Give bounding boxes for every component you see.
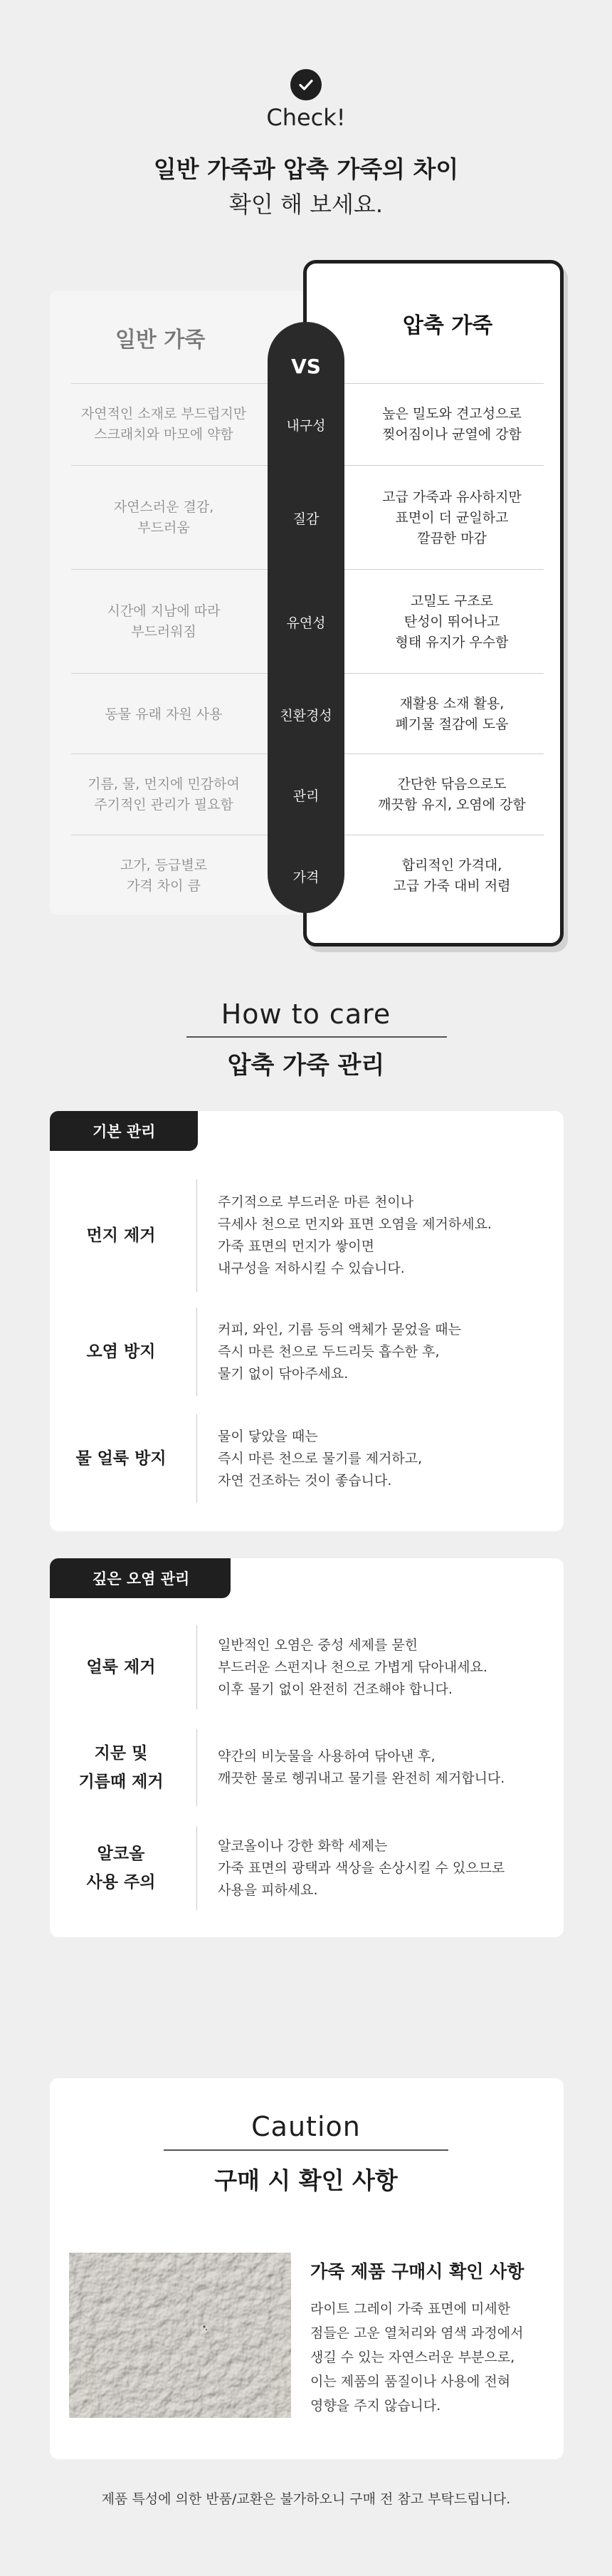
regular-leather-value: 자연스러운 결감, 부드러움 — [113, 499, 214, 536]
regular-leather-value: 동물 유래 자원 사용 — [105, 706, 223, 722]
care-item — [50, 1822, 564, 1914]
care-item-divider — [196, 1826, 197, 1910]
row-divider — [344, 465, 544, 466]
vs-label: VS — [291, 355, 321, 378]
criterion-label: 친환경성 — [280, 707, 332, 724]
care-divider — [186, 1036, 447, 1038]
row-divider — [344, 569, 544, 570]
check-heading: Check! — [266, 104, 346, 131]
caution-description: 라이트 그레이 가죽 표면에 미세한 점들은 고운 열처리와 염색 과정에서 생길 수 있는 자연스러운 부분으로, 이는 제품의 품질이나 사용에 전혀 영향을 주지 않습니다. — [310, 2301, 524, 2414]
row-divider — [71, 569, 268, 570]
basic-care-panel — [50, 1111, 564, 1531]
criterion-label: 질감 — [292, 511, 320, 527]
care-item-label: 지문 및 기름때 제거 — [78, 1744, 164, 1791]
row-divider — [71, 753, 268, 754]
comparison-row — [50, 756, 564, 834]
care-item — [50, 1303, 564, 1400]
caution-divider — [164, 2149, 448, 2151]
basic-care-tab: 기본 관리 — [50, 1111, 198, 1151]
compressed-leather-value: 재활용 소재 활용, 폐기물 절감에 도움 — [395, 696, 509, 732]
caution-title: 구매 시 확인 사항 — [214, 2166, 398, 2194]
compressed-leather-value: 고밀도 구조로 탄성이 뛰어나고 형태 유지가 우수함 — [395, 593, 509, 650]
care-eyebrow: How to care — [221, 998, 391, 1030]
care-item-label: 먼지 제거 — [86, 1226, 156, 1245]
care-item-divider — [196, 1625, 197, 1709]
criterion-label: 가격 — [292, 869, 320, 885]
deep-care-panel — [50, 1558, 564, 1937]
compressed-leather-header: 압축 가죽 — [402, 313, 493, 338]
care-item-desc: 알코올이나 강한 화학 세제는 가죽 표면의 광택과 색상을 손상시킬 수 있으므로 사용을 피하세요. — [218, 1837, 505, 1898]
care-item-label: 알코올 사용 주의 — [86, 1845, 156, 1892]
comparison-row — [50, 467, 564, 568]
care-item-divider — [196, 1729, 197, 1806]
deep-care-tab: 깊은 오염 관리 — [50, 1558, 231, 1598]
regular-leather-value: 고가, 등급별로 가격 차이 큼 — [120, 857, 208, 894]
care-item — [50, 1621, 564, 1714]
care-item — [50, 1725, 564, 1810]
row-divider — [71, 465, 268, 466]
compressed-leather-value: 간단한 닦음으로도 깨끗함 유지, 오염에 강함 — [378, 776, 526, 813]
care-item-desc: 물이 닿았을 때는 즉시 마른 천으로 물기를 제거하고, 자연 건조하는 것이 좋습니다. — [218, 1428, 423, 1488]
row-divider — [71, 383, 268, 384]
row-divider — [344, 383, 544, 384]
compressed-leather-value: 합리적인 가격대, 고급 가죽 대비 저렴 — [393, 857, 511, 894]
care-item — [50, 1175, 564, 1296]
compressed-leather-value: 높은 밀도와 견고성으로 찢어짐이나 균열에 강함 — [382, 406, 522, 442]
care-item-label: 얼룩 제거 — [86, 1658, 156, 1677]
check-circle-icon — [290, 69, 322, 100]
regular-leather-header: 일반 가죽 — [115, 328, 206, 353]
caution-subtitle: 가죽 제품 구매시 확인 사항 — [310, 2261, 524, 2282]
care-item-label: 오염 방지 — [86, 1342, 156, 1361]
compressed-leather-value: 고급 가죽과 유사하지만 표면이 더 균일하고 깔끔한 마감 — [382, 489, 522, 546]
row-divider — [344, 753, 544, 754]
care-item-divider — [196, 1179, 197, 1292]
care-item-desc: 일반적인 오염은 중성 세제를 묻힌 부드러운 스펀지나 천으로 가볍게 닦아내세요. 이후 물기 없이 완전히 건조해야 합니다. — [218, 1637, 487, 1697]
leather-texture-image — [69, 2253, 291, 2418]
row-divider — [344, 673, 544, 674]
care-item-desc: 주기적으로 부드러운 마른 천이나 극세사 천으로 먼지와 표면 오염을 제거하세요. 가죽 표면의 먼지가 쌓이면 내구성을 저하시킬 수 있습니다. — [218, 1194, 492, 1276]
comparison-row — [50, 385, 564, 464]
care-item-divider — [196, 1414, 197, 1503]
care-item-desc: 커피, 와인, 기름 등의 액체가 묻었을 때는 즉시 마른 천으로 두드리듯 흡수한 후, 물기 없이 닦아주세요. — [218, 1321, 461, 1382]
care-item-desc: 약간의 비눗물을 사용하여 닦아낸 후, 깨끗한 물로 헹궈내고 물기를 완전히 제거합니다. — [218, 1748, 505, 1786]
comparison-row — [50, 675, 564, 753]
regular-leather-value: 시간에 지남에 따라 부드러워짐 — [107, 603, 221, 640]
care-item-label: 물 얼룩 방지 — [75, 1449, 167, 1468]
regular-leather-value: 기름, 물, 먼지에 민감하여 주기적인 관리가 필요함 — [88, 776, 240, 813]
page-subtitle: 확인 해 보세요. — [229, 191, 383, 218]
care-title: 압축 가죽 관리 — [227, 1051, 385, 1080]
criterion-label: 내구성 — [286, 417, 326, 434]
footer-note: 제품 특성에 의한 반품/교환은 불가하오니 구매 전 참고 부탁드립니다. — [101, 2491, 511, 2507]
page-title: 일반 가죽과 압축 가죽의 차이 — [153, 155, 459, 183]
row-divider — [71, 673, 268, 674]
caution-eyebrow: Caution — [251, 2111, 361, 2142]
comparison-row — [50, 837, 564, 915]
comparison-row — [50, 571, 564, 672]
regular-leather-value: 자연적인 소재로 부드럽지만 스크래치와 마모에 약함 — [80, 406, 247, 442]
care-item — [50, 1410, 564, 1507]
criterion-label: 관리 — [292, 788, 320, 804]
criterion-label: 유연성 — [286, 615, 326, 631]
care-item-divider — [196, 1308, 197, 1396]
